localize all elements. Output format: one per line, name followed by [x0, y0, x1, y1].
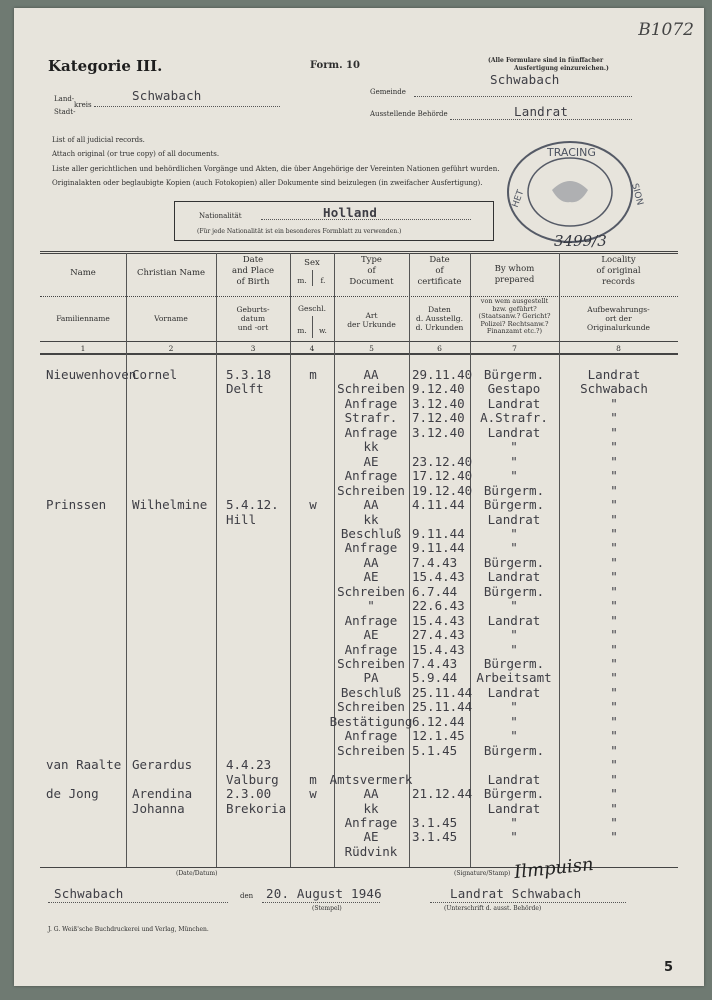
landkreis-value: Schwabach — [132, 88, 202, 103]
cell-locality: " — [610, 482, 618, 498]
stadt-label: Stadt- — [54, 108, 76, 116]
col-type-header: Type of Document — [349, 255, 394, 287]
cell-type: Anfrage — [344, 612, 398, 628]
cell-locality: " — [610, 424, 618, 440]
copies-note-1: (Alle Formulare sind in fünffacher — [488, 57, 604, 64]
cell-type: Anfrage — [344, 641, 398, 657]
cell-date: 3.12.40 — [412, 395, 465, 411]
cell-name: de Jong — [46, 786, 99, 802]
cell-locality: " — [610, 713, 618, 729]
behoerde-value: Landrat — [514, 104, 569, 119]
cell-locality: " — [610, 728, 618, 744]
cell-by-whom: Bürgerm. — [483, 742, 545, 758]
cell-locality: " — [610, 468, 618, 484]
cell-locality: " — [610, 771, 618, 787]
col-5-number: 5 — [369, 344, 374, 353]
cell-birth: Delft — [226, 381, 264, 397]
cell-birth: Brekoria — [226, 800, 287, 816]
cell-locality: " — [610, 829, 618, 845]
cell-type: Anfrage — [344, 540, 398, 556]
signer-value: Landrat Schwabach — [450, 886, 582, 901]
cell-date: 9.11.44 — [412, 540, 465, 556]
stamp-text-right: SION — [629, 182, 645, 207]
cell-date: 17.12.40 — [412, 468, 473, 484]
cell-birth: 2.3.00 — [226, 786, 272, 802]
cell-date: 27.4.43 — [412, 627, 465, 643]
nationality-value: Holland — [323, 205, 378, 220]
cell-type: Rüdvink — [344, 843, 398, 859]
cell-sex: w — [309, 786, 317, 802]
date-label: (Date/Datum) — [176, 870, 218, 877]
date-value: 20. August 1946 — [266, 886, 382, 901]
tracing-division-stamp — [490, 134, 650, 254]
behoerde-label: Ausstellende Behörde — [370, 110, 448, 118]
col-locality-header: Locality of original records — [596, 255, 641, 287]
cell-locality: Schwabach — [580, 381, 648, 397]
cell-by-whom: " — [510, 713, 518, 729]
den-label: den — [240, 892, 254, 900]
cell-by-whom: " — [510, 525, 518, 541]
cell-name: Nieuwenhoven — [46, 367, 137, 382]
signature-label: (Signature/Stamp) — [454, 870, 511, 877]
cell-locality: " — [610, 583, 618, 599]
cell-type: AE — [363, 453, 379, 469]
cell-locality: Landrat — [587, 367, 641, 382]
cell-by-whom: Landrat — [487, 800, 541, 816]
cell-locality: " — [610, 814, 618, 830]
stamp-text-left: HET — [510, 188, 527, 209]
cell-type: AA — [363, 554, 379, 570]
cell-by-whom: Landrat — [487, 771, 541, 787]
nationality-box — [174, 201, 494, 241]
cell-date: 5.1.45 — [412, 742, 458, 758]
cell-first-name: Cornel — [132, 367, 178, 382]
stamp-text-top: TRACING — [547, 146, 596, 159]
cell-by-whom: " — [510, 699, 518, 715]
cell-date: 3.1.45 — [412, 829, 458, 845]
cell-by-whom: Bürgerm. — [483, 656, 545, 671]
cell-locality: " — [610, 641, 618, 657]
cell-locality: " — [610, 395, 618, 411]
instruction-3: Liste aller gerichtlichen und behördlichen Vorgänge und Akten, die über Angehörige der Vereinten Nationen geführt wurden. — [52, 165, 500, 173]
cell-type: Schreiben — [337, 583, 405, 599]
cell-date: 19.12.40 — [412, 482, 473, 498]
col-8-number: 8 — [616, 344, 621, 353]
cell-by-whom: " — [510, 598, 518, 614]
cell-type: Bestätigung — [329, 713, 413, 729]
land-label: Land- — [54, 95, 75, 103]
cell-locality: " — [610, 410, 618, 426]
cell-date: 22.6.43 — [412, 598, 465, 614]
cell-type: Schreiben — [337, 699, 405, 715]
cell-by-whom: " — [510, 439, 518, 455]
nationality-label: Nationalität — [199, 212, 242, 220]
form-page — [14, 8, 704, 986]
page-number: 5 — [664, 960, 674, 975]
cell-date: 7.12.40 — [412, 410, 465, 426]
cell-type: Beschluß — [340, 684, 402, 700]
kreis-label: kreis — [74, 101, 92, 109]
cell-type: Schreiben — [337, 742, 405, 758]
cell-by-whom: " — [510, 540, 518, 556]
cell-type: AE — [363, 569, 379, 585]
cell-date: 25.11.44 — [412, 699, 473, 715]
cell-by-whom: Landrat — [487, 424, 541, 440]
cell-by-whom: Bürgerm. — [483, 482, 545, 498]
cell-type: Schreiben — [337, 482, 405, 498]
cell-date: 7.4.43 — [412, 656, 458, 671]
cell-type: Amtsvermerk — [329, 771, 413, 787]
cell-type: kk — [363, 800, 379, 816]
col-sex-header: Sex — [304, 258, 320, 268]
copies-note-2: Ausfertigung einzureichen.) — [514, 65, 609, 72]
cell-date: 5.9.44 — [412, 670, 458, 686]
cell-by-whom: Landrat — [487, 612, 541, 628]
cell-type: AE — [363, 627, 379, 643]
col-date-header: Date of certificate — [417, 255, 462, 287]
cell-name: Prinssen — [46, 497, 107, 513]
cell-first-name: Wilhelmine — [132, 497, 208, 513]
cell-locality: " — [610, 699, 618, 715]
gemeinde-label: Gemeinde — [370, 88, 406, 96]
cell-date: 15.4.43 — [412, 569, 465, 585]
cell-type: Anfrage — [344, 468, 398, 484]
cell-locality: " — [610, 540, 618, 556]
col-geschl-m: m. — [297, 326, 307, 335]
cell-date: 15.4.43 — [412, 641, 465, 657]
col-1-number: 1 — [80, 344, 86, 353]
col-aufbewahrung-header: Aufbewahrungs- ort der Originalurkunde — [587, 305, 650, 332]
cell-by-whom: " — [510, 728, 518, 744]
printer-imprint: J. G. Weiß'sche Buchdruckerei und Verlag, München. — [48, 926, 209, 933]
cell-first-name: Gerardus — [132, 757, 193, 773]
cell-type: Schreiben — [337, 381, 405, 397]
col-3-number: 3 — [250, 344, 256, 353]
cell-by-whom: " — [510, 814, 518, 830]
col-by-whom-header: By whom prepared — [494, 264, 535, 285]
cell-by-whom: " — [510, 453, 518, 469]
cell-by-whom: Bürgerm. — [483, 786, 545, 802]
cell-date: 9.11.44 — [412, 525, 465, 541]
cell-type: Anfrage — [344, 395, 398, 411]
form-number: Form. 10 — [310, 60, 360, 71]
cell-locality: " — [610, 800, 618, 816]
cell-locality: " — [610, 439, 618, 455]
place-value: Schwabach — [54, 886, 124, 901]
cell-locality: " — [610, 453, 618, 469]
cell-birth: Valburg — [226, 771, 279, 787]
col-geschl-w: w. — [319, 326, 327, 335]
col-daten-header: Daten d. Ausstellg. d. Urkunden — [415, 305, 464, 332]
cell-date: 6.12.44 — [412, 713, 465, 729]
handwritten-signature: Ilmpuisn — [513, 853, 595, 884]
cell-locality: " — [610, 497, 618, 513]
col-art-header: Art der Urkunde — [347, 311, 396, 329]
cell-birth: Hill — [226, 511, 257, 527]
kategorie-title: Kategorie III. — [48, 57, 163, 75]
cell-locality: " — [610, 511, 618, 527]
cell-type: AE — [363, 829, 379, 845]
cell-type: Anfrage — [344, 814, 398, 830]
col-christian-name-header: Christian Name — [136, 268, 206, 278]
cell-by-whom: " — [510, 641, 518, 657]
cell-date: 4.11.44 — [412, 497, 465, 513]
col-von-wem-header: von wem ausgestellt bzw. geführt? (Staatsanw.? Gericht? Polizei? Rechtsanw.? Finanzamt etc.?) — [478, 297, 551, 335]
cell-date: 9.12.40 — [412, 381, 465, 397]
cell-locality: " — [610, 569, 618, 585]
cell-type: AA — [363, 786, 379, 802]
cell-by-whom: Bürgerm. — [483, 583, 545, 599]
signer-label: (Unterschrift d. ausst. Behörde) — [444, 905, 542, 912]
col-sex-f: f. — [320, 276, 326, 285]
col-vorname-header: Vorname — [154, 314, 188, 323]
cell-by-whom: Bürgerm. — [483, 367, 545, 382]
cell-locality: " — [610, 757, 618, 773]
instruction-4: Originalakten oder beglaubigte Kopien (auch Fotokopien) aller Dokumente sind beizulegen (in zweifacher Ausfertigung). — [52, 179, 483, 187]
nationality-note: (Für jede Nationalität ist ein besonderes Formblatt zu verwenden.) — [197, 228, 402, 235]
cell-sex: w — [309, 497, 317, 513]
cell-by-whom: Bürgerm. — [483, 497, 545, 513]
cell-by-whom: Landrat — [487, 569, 541, 585]
cell-type: Strafr. — [344, 410, 398, 426]
cell-date: 3.1.45 — [412, 814, 458, 830]
cell-date: 25.11.44 — [412, 684, 473, 700]
cell-date: 6.7.44 — [412, 583, 458, 599]
cell-type: Anfrage — [344, 424, 398, 440]
cell-type: Beschluß — [340, 525, 402, 541]
cell-by-whom: " — [510, 829, 518, 845]
cell-date: 12.1.45 — [412, 728, 465, 744]
col-2-number: 2 — [168, 344, 174, 353]
cell-by-whom: A.Strafr. — [480, 410, 548, 426]
cell-locality: " — [610, 656, 618, 671]
col-sex-m: m. — [297, 276, 307, 285]
cell-by-whom: Gestapo — [487, 381, 541, 397]
gemeinde-value: Schwabach — [490, 72, 560, 87]
cell-date: 21.12.44 — [412, 786, 473, 802]
cell-type: " — [367, 598, 375, 614]
cell-date: 7.4.43 — [412, 554, 458, 570]
cell-type: Anfrage — [344, 728, 398, 744]
cell-locality: " — [610, 554, 618, 570]
cell-locality: " — [610, 598, 618, 614]
cell-sex: m — [309, 771, 317, 787]
cell-locality: " — [610, 670, 618, 686]
cell-date: 3.12.40 — [412, 424, 465, 440]
cell-by-whom: " — [510, 468, 518, 484]
col-6-number: 6 — [437, 344, 442, 353]
cell-by-whom: Landrat — [487, 395, 541, 411]
cell-first-name: Johanna — [132, 800, 185, 816]
stamp-number: 3499/3 — [554, 232, 607, 250]
archive-number: B1072 — [638, 20, 694, 40]
col-7-number: 7 — [512, 344, 517, 353]
cell-date: 29.11.40 — [412, 367, 473, 382]
col-familienname-header: Familienname — [56, 314, 110, 323]
cell-locality: " — [610, 786, 618, 802]
col-geburt-header: Geburts- datum und -ort — [236, 305, 270, 332]
cell-by-whom: Landrat — [487, 684, 541, 700]
cell-sex: m — [309, 367, 317, 382]
cell-type: PA — [363, 670, 379, 686]
cell-locality: " — [610, 612, 618, 628]
instruction-2: Attach original (or true copy) of all documents. — [52, 150, 220, 158]
col-4-number: 4 — [309, 344, 315, 353]
stempel-label: (Stempel) — [312, 905, 342, 912]
cell-type: AA — [363, 367, 379, 382]
cell-locality: " — [610, 525, 618, 541]
cell-by-whom: Bürgerm. — [483, 554, 545, 570]
cell-type: Schreiben — [337, 656, 405, 671]
instruction-1: List of all judicial records. — [52, 136, 145, 144]
cell-name: van Raalte — [46, 757, 122, 773]
cell-by-whom: " — [510, 627, 518, 643]
cell-first-name: Arendina — [132, 786, 193, 802]
cell-type: AA — [363, 497, 379, 513]
cell-birth: 5.3.18 — [226, 367, 272, 382]
cell-locality: " — [610, 684, 618, 700]
cell-type: kk — [363, 511, 379, 527]
cell-date: 23.12.40 — [412, 453, 473, 469]
cell-birth: 5.4.12. — [226, 497, 279, 513]
cell-locality: " — [610, 627, 618, 643]
cell-type: kk — [363, 439, 379, 455]
cell-by-whom: Arbeitsamt — [476, 670, 552, 686]
cell-locality: " — [610, 742, 618, 758]
col-birth-header: Date and Place of Birth — [232, 255, 274, 287]
cell-date: 15.4.43 — [412, 612, 465, 628]
col-name-header: Name — [70, 268, 96, 278]
col-geschl-header: Geschl. — [297, 304, 327, 313]
cell-birth: 4.4.23 — [226, 757, 272, 773]
cell-by-whom: Landrat — [487, 511, 541, 527]
